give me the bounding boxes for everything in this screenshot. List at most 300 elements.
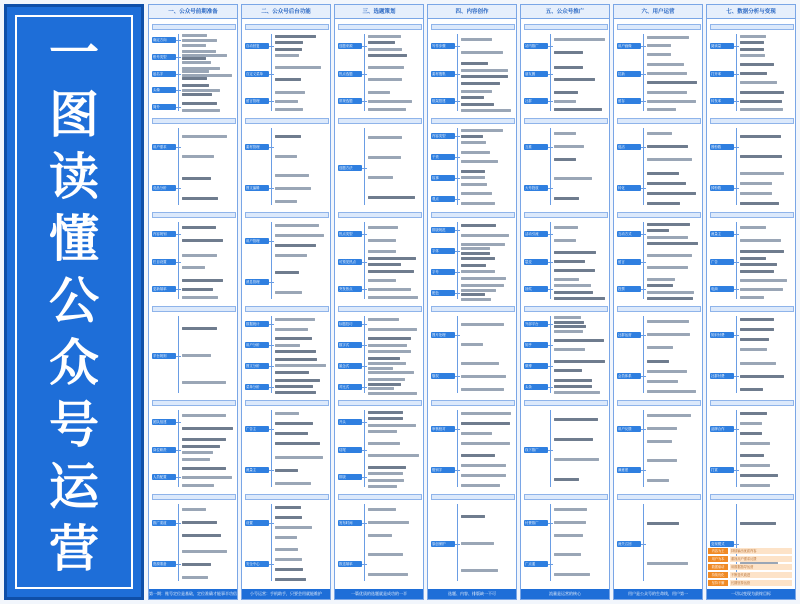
branch-spine	[457, 128, 458, 205]
topic-node: 内容规划	[152, 231, 176, 237]
detail-line	[554, 284, 591, 287]
branch-twig	[455, 136, 460, 137]
branch-spine	[550, 410, 551, 487]
detail-line	[182, 57, 206, 60]
branch-twig	[176, 107, 181, 108]
topic-node: 开头	[338, 419, 362, 425]
detail-line	[275, 358, 317, 361]
detail-line	[461, 569, 498, 572]
detail-line	[275, 364, 326, 367]
section-bar	[710, 306, 794, 312]
section-bar	[152, 24, 236, 30]
branch-twig	[362, 101, 367, 102]
branch-twig	[269, 188, 274, 189]
column-heading: 四、内容创作	[428, 5, 516, 19]
detail-line	[554, 521, 586, 524]
detail-line	[368, 78, 402, 81]
detail-line	[554, 369, 582, 372]
detail-line	[182, 239, 223, 242]
branch-twig	[641, 376, 646, 377]
detail-line	[647, 370, 687, 373]
branch-twig	[176, 450, 181, 451]
branch-twig	[548, 387, 553, 388]
branch-twig	[734, 46, 739, 47]
topic-node: 突发热点	[338, 286, 362, 292]
topic-node: 会员体系	[617, 373, 641, 379]
branch-twig	[362, 450, 367, 451]
branch-twig	[548, 46, 553, 47]
topic-node: 转化	[617, 185, 641, 191]
detail-line	[461, 151, 490, 154]
topic-node: 知乎	[524, 342, 548, 348]
detail-line	[461, 234, 509, 237]
detail-line	[182, 135, 227, 138]
detail-line	[554, 226, 578, 229]
detail-line	[461, 192, 492, 195]
topic-node: 打开率	[710, 71, 734, 77]
topic-node: 消息管理	[245, 279, 269, 285]
legend-key: 持续优化	[708, 572, 728, 578]
detail-line	[182, 67, 220, 70]
branch-twig	[362, 345, 367, 346]
detail-line	[182, 74, 232, 77]
detail-line	[461, 454, 495, 457]
branch-spine	[364, 316, 365, 393]
topic-node: 团队组建	[152, 419, 176, 425]
detail-line	[182, 467, 226, 470]
branch-twig	[269, 523, 274, 524]
title-char: 运	[49, 458, 99, 516]
branch-spine	[736, 410, 737, 487]
detail-line	[368, 479, 404, 482]
branch-spine	[271, 316, 272, 393]
detail-line	[182, 279, 223, 282]
branch-twig	[641, 335, 646, 336]
section-bar	[431, 494, 515, 500]
branch-twig	[641, 429, 646, 430]
detail-line	[461, 51, 503, 54]
branch-twig	[641, 147, 646, 148]
detail-line	[275, 412, 299, 415]
branch-spine	[643, 410, 644, 487]
section-bar	[338, 24, 422, 30]
detail-line	[182, 576, 208, 579]
branch-twig	[734, 147, 739, 148]
detail-line	[368, 279, 396, 282]
detail-line	[182, 476, 232, 479]
detail-line	[647, 202, 680, 205]
section-bar	[245, 212, 329, 218]
branch-spine	[643, 504, 644, 581]
title-frame	[15, 15, 133, 589]
topic-node: 推送频率	[338, 561, 362, 567]
detail-line	[740, 348, 767, 351]
detail-line	[275, 155, 297, 158]
detail-line	[275, 187, 311, 190]
branch-twig	[455, 230, 460, 231]
topic-node: 转发率	[710, 98, 734, 104]
detail-line	[554, 197, 579, 200]
detail-line	[740, 484, 770, 487]
branch-twig	[455, 429, 460, 430]
section-bar	[152, 306, 236, 312]
detail-line	[368, 392, 417, 395]
detail-line	[275, 328, 308, 331]
topic-node: 菜单分析	[245, 384, 269, 390]
branch-twig	[455, 199, 460, 200]
section-bar	[524, 494, 608, 500]
topic-node: 大号投放	[524, 185, 548, 191]
detail-line	[554, 330, 583, 333]
detail-line	[461, 293, 485, 296]
mindmap-column	[334, 4, 424, 600]
detail-line	[275, 244, 316, 247]
detail-line	[740, 328, 774, 331]
branch-twig	[176, 564, 181, 565]
topic-node: 选题方法	[338, 165, 362, 171]
summary-legend	[708, 548, 792, 588]
column-heading: 六、用户运营	[614, 5, 702, 19]
branch-twig	[548, 366, 553, 367]
detail-line	[554, 325, 586, 328]
column-footer: 流量是运营的核心	[521, 589, 609, 599]
title-char: 一	[49, 24, 99, 82]
detail-line	[554, 100, 576, 103]
column-heading: 七、数据分析与变现	[707, 5, 795, 19]
topic-node: 常规选题	[338, 98, 362, 104]
detail-line	[182, 445, 220, 448]
detail-line	[740, 182, 772, 185]
detail-line	[647, 172, 679, 175]
detail-line	[275, 234, 324, 237]
detail-line	[368, 54, 407, 57]
branch-twig	[455, 335, 460, 336]
branch-twig	[734, 429, 739, 430]
detail-line	[368, 196, 415, 199]
detail-line	[182, 521, 217, 524]
topic-node: 确定方向	[152, 37, 176, 43]
detail-line	[368, 553, 403, 556]
branch-twig	[176, 188, 181, 189]
detail-line	[554, 339, 604, 342]
branch-twig	[734, 188, 739, 189]
detail-line	[740, 270, 774, 273]
detail-line	[554, 51, 583, 54]
section-bar	[338, 306, 422, 312]
section-bar	[710, 118, 794, 124]
branch-spine	[736, 128, 737, 205]
topic-node: 素材搜集	[431, 71, 455, 77]
branch-twig	[269, 387, 274, 388]
branch-spine	[550, 316, 551, 393]
branch-twig	[641, 544, 646, 545]
detail-line	[368, 176, 393, 179]
detail-line	[647, 145, 688, 148]
branch-twig	[362, 262, 367, 263]
topic-node: 裂变	[524, 259, 548, 265]
branch-twig	[362, 234, 367, 235]
detail-line	[554, 478, 579, 481]
detail-line	[554, 316, 581, 319]
legend-row	[708, 564, 792, 570]
topic-node: 图文分析	[245, 363, 269, 369]
topic-node: 配色	[431, 290, 455, 296]
detail-line	[368, 371, 414, 374]
section-bar	[524, 400, 608, 406]
topic-node: 变现模式	[710, 541, 734, 547]
detail-line	[368, 136, 402, 139]
branch-twig	[734, 544, 739, 545]
topic-node: 设置	[245, 520, 269, 526]
detail-line	[647, 380, 678, 383]
detail-line	[740, 250, 784, 253]
legend-value: 持续输出优质内容	[730, 548, 792, 554]
topic-node: 付费推广	[524, 520, 548, 526]
detail-line	[647, 242, 698, 245]
topic-node: 人员配置	[152, 474, 176, 480]
branch-twig	[548, 564, 553, 565]
detail-line	[368, 387, 394, 390]
detail-line	[182, 563, 211, 566]
detail-line	[647, 360, 669, 363]
branch-twig	[548, 262, 553, 263]
topic-node: 资源准备	[152, 561, 176, 567]
section-bar	[152, 494, 236, 500]
detail-line	[461, 160, 498, 163]
branch-twig	[548, 101, 553, 102]
topic-node: 头像	[152, 87, 176, 93]
detail-line	[182, 102, 217, 105]
topic-node: 对比式	[338, 384, 362, 390]
mindmap-column	[520, 4, 610, 600]
branch-spine	[550, 128, 551, 205]
detail-line	[554, 379, 592, 382]
section-bar	[431, 400, 515, 406]
detail-line	[182, 34, 207, 37]
detail-line	[740, 81, 777, 84]
column-footer: 一切以变现为最终目标	[707, 589, 795, 599]
detail-line	[554, 321, 584, 324]
detail-line	[554, 239, 576, 242]
branch-spine	[271, 128, 272, 205]
branch-twig	[734, 470, 739, 471]
topic-node: 竞品分析	[152, 185, 176, 191]
detail-line	[461, 129, 503, 132]
mindmap-column	[613, 4, 703, 600]
detail-line	[554, 418, 598, 421]
topic-node: 排版规范	[431, 227, 455, 233]
section-bar	[245, 494, 329, 500]
topic-node: 悬念式	[338, 363, 362, 369]
branch-twig	[176, 147, 181, 148]
detail-line	[740, 135, 781, 138]
topic-node: 流量主	[245, 467, 269, 473]
detail-line	[647, 53, 671, 56]
detail-line	[647, 192, 696, 195]
detail-line	[554, 360, 605, 363]
branch-spine	[364, 128, 365, 205]
legend-row	[708, 548, 792, 554]
detail-line	[740, 464, 770, 467]
branch-twig	[362, 564, 367, 565]
detail-line	[554, 508, 587, 511]
branch-spine	[178, 504, 179, 581]
detail-line	[647, 414, 691, 417]
detail-line	[368, 521, 409, 524]
detail-line	[275, 108, 303, 111]
topic-node: 热点类型	[338, 231, 362, 237]
detail-line	[368, 362, 406, 365]
branch-twig	[641, 188, 646, 189]
branch-twig	[176, 90, 181, 91]
topic-node: 用户管理	[245, 238, 269, 244]
detail-line	[461, 289, 496, 292]
detail-line	[368, 344, 407, 347]
detail-line	[275, 48, 302, 51]
detail-line	[182, 508, 206, 511]
detail-line	[554, 260, 585, 263]
detail-line	[275, 371, 309, 374]
detail-line	[740, 338, 769, 341]
detail-line	[554, 278, 579, 281]
topic-node: 安全中心	[245, 561, 269, 567]
topic-node: 内容类型	[431, 133, 455, 139]
detail-line	[368, 466, 406, 469]
detail-line	[461, 442, 510, 445]
mindmap-column	[148, 4, 238, 600]
detail-line	[275, 506, 301, 509]
branch-spine	[736, 316, 737, 393]
detail-line	[368, 472, 403, 475]
section-bar	[152, 212, 236, 218]
topic-node: 广点通	[524, 561, 548, 567]
detail-line	[182, 226, 216, 229]
section-bar	[617, 118, 701, 124]
detail-line	[275, 379, 320, 382]
detail-line	[647, 91, 687, 94]
topic-node: 知识付费	[710, 332, 734, 338]
legend-key: 坚持不懈	[708, 580, 728, 586]
branch-twig	[176, 57, 181, 58]
section-bar	[431, 212, 515, 218]
legend-key: 数据驱动	[708, 564, 728, 570]
detail-line	[647, 440, 672, 443]
branch-twig	[734, 74, 739, 75]
detail-line	[182, 197, 218, 200]
detail-line	[182, 296, 218, 299]
detail-line	[182, 89, 220, 92]
detail-line	[461, 542, 494, 545]
topic-node: 选题来源	[338, 43, 362, 49]
detail-line	[554, 78, 595, 81]
detail-line	[554, 553, 581, 556]
detail-line	[368, 454, 419, 457]
detail-line	[275, 469, 298, 472]
topic-node: 互推	[524, 144, 548, 150]
detail-line	[275, 526, 312, 529]
detail-line	[461, 247, 490, 250]
topic-node: 外部平台	[524, 321, 548, 327]
detail-line	[275, 135, 301, 138]
detail-line	[461, 257, 495, 260]
detail-line	[554, 438, 593, 441]
detail-line	[368, 350, 411, 353]
legend-key: 用户为本	[708, 556, 728, 562]
detail-line	[740, 296, 764, 299]
detail-line	[461, 422, 510, 425]
detail-line	[647, 562, 688, 565]
topic-node: 更新频率	[152, 286, 176, 292]
mindmap-column	[241, 4, 331, 600]
detail-line	[647, 459, 677, 462]
topic-node: 用户需求	[152, 144, 176, 150]
branch-spine	[457, 222, 458, 299]
topic-node: 框架搭建	[431, 98, 455, 104]
detail-line	[461, 135, 483, 138]
branch-twig	[176, 289, 181, 290]
title-char: 号	[49, 396, 99, 454]
branch-twig	[362, 324, 367, 325]
topic-node: 写作步骤	[431, 43, 455, 49]
detail-line	[182, 266, 205, 269]
detail-line	[368, 485, 397, 488]
branch-twig	[455, 74, 460, 75]
detail-line	[647, 132, 672, 135]
branch-twig	[176, 40, 181, 41]
detail-line	[740, 257, 766, 260]
branch-spine	[271, 222, 272, 299]
branch-twig	[176, 523, 181, 524]
branch-twig	[455, 544, 460, 545]
topic-node: 素材管理	[245, 144, 269, 150]
topic-node: 社群运营	[617, 332, 641, 338]
topic-node: 线下推广	[524, 447, 548, 453]
detail-line	[182, 354, 211, 357]
topic-node: 错别字	[431, 467, 455, 473]
detail-line	[461, 464, 506, 467]
branch-spine	[643, 316, 644, 393]
detail-line	[740, 239, 781, 242]
detail-line	[182, 109, 220, 112]
detail-line	[740, 100, 782, 103]
detail-line	[182, 534, 221, 537]
detail-line	[275, 174, 309, 177]
branch-twig	[176, 234, 181, 235]
branch-twig	[362, 477, 367, 478]
branch-twig	[455, 376, 460, 377]
legend-row	[708, 572, 792, 578]
detail-line	[368, 534, 392, 537]
detail-line	[275, 422, 313, 425]
detail-line	[740, 422, 762, 425]
detail-line	[275, 536, 297, 539]
detail-line	[368, 100, 412, 103]
detail-line	[740, 263, 777, 266]
branch-twig	[269, 101, 274, 102]
detail-line	[647, 333, 690, 336]
branch-twig	[641, 262, 646, 263]
topic-node: 抽奖	[524, 286, 548, 292]
detail-line	[182, 155, 214, 158]
branch-twig	[362, 289, 367, 290]
detail-line	[275, 291, 302, 294]
section-bar	[338, 118, 422, 124]
topic-node: 故事	[431, 175, 455, 181]
section-bar	[617, 494, 701, 500]
detail-line	[275, 558, 302, 561]
branch-twig	[362, 387, 367, 388]
detail-line	[368, 91, 390, 94]
